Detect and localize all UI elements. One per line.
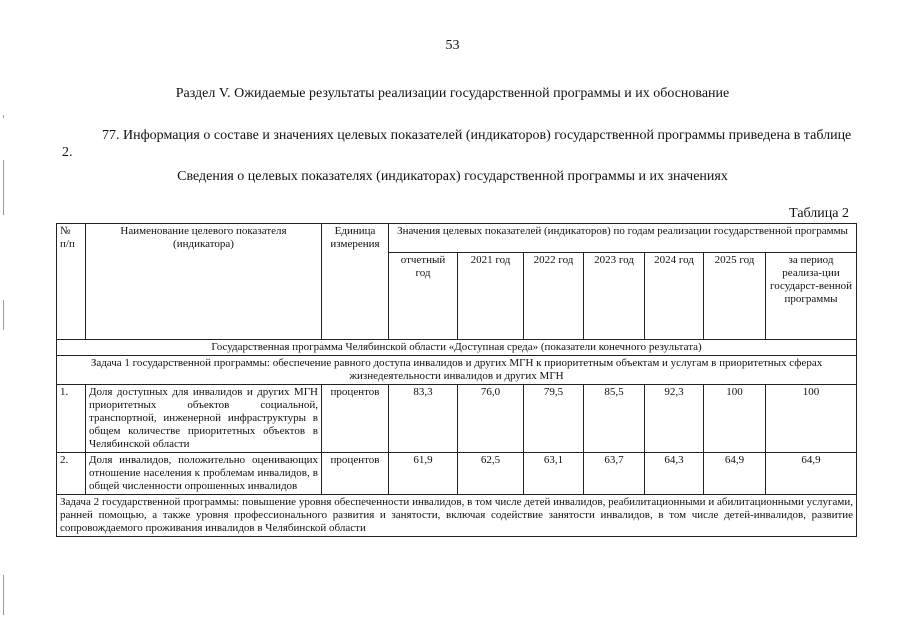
task-1: Задача 1 государственной программы: обеспечение равного доступа инвалидов и других МГН к приоритетным объектам и услугам в приоритетных сферах жизнедеятельности инвалидов и других МГН — [57, 356, 857, 385]
header-num: № п/п — [57, 224, 86, 340]
row-name: Доля инвалидов, положительно оценивающих отношение населения к проблемам инвалидов, в общей численности опрошенных инвалидов — [86, 453, 322, 495]
task-row — [57, 356, 857, 385]
task-2: Задача 2 государственной программы: повышение уровня обеспеченности инвалидов, в том числе детей инвалидов, реабилитационными и абилитационными услугами, ранней помощью, а также уровня профессионального развития и занятости, включая содействие занятости инвалидов, в том числе детей-инвалидов, развитие сопровождаемого проживания инвалидов в Челябинской области — [57, 495, 857, 537]
row-value: 61,9 — [389, 453, 458, 495]
row-value: 64,9 — [704, 453, 766, 495]
page-number: 53 — [445, 38, 460, 53]
table-caption: Таблица 2 — [789, 206, 849, 221]
row-unit: процентов — [322, 385, 389, 453]
row-value: 62,5 — [458, 453, 524, 495]
header-year: 2024 год — [645, 253, 704, 340]
program-row — [57, 340, 857, 356]
task-row — [57, 495, 857, 537]
table-heading: Сведения о целевых показателях (индикаторах) государственной программы и их значениях — [177, 169, 728, 184]
paragraph-77: 77. Информация о составе и значениях целевых показателей (индикаторов) государственной программы приведена в таблице 2. — [62, 128, 852, 160]
row-value: 63,7 — [584, 453, 645, 495]
header-unit: Единица измерения — [322, 224, 389, 340]
margin-mark — [3, 115, 4, 118]
indicators-table — [56, 223, 857, 537]
row-value: 100 — [704, 385, 766, 453]
row-value: 92,3 — [645, 385, 704, 453]
header-year: 2021 год — [458, 253, 524, 340]
row-value: 79,5 — [524, 385, 584, 453]
row-value: 63,1 — [524, 453, 584, 495]
header-values-group: Значения целевых показателей (индикаторов) по годам реализации государственной программы — [389, 224, 857, 253]
header-year: за период реализа-ции государст-венной программы — [766, 253, 857, 340]
header-row — [57, 224, 857, 253]
program-title: Государственная программа Челябинской области «Доступная среда» (показатели конечного результата) — [57, 340, 857, 356]
row-value: 83,3 — [389, 385, 458, 453]
table-row — [57, 385, 857, 453]
header-year: 2023 год — [584, 253, 645, 340]
header-name: Наименование целевого показателя (индикатора) — [86, 224, 322, 340]
row-value: 64,3 — [645, 453, 704, 495]
margin-mark — [3, 575, 4, 615]
margin-mark — [3, 300, 4, 330]
row-name: Доля доступных для инвалидов и других МГН приоритетных объектов социальной, транспортной, инженерной инфраструктуры в общем количестве приоритетных объектов в Челябинской области — [86, 385, 322, 453]
margin-mark — [3, 160, 4, 215]
row-num: 2. — [57, 453, 86, 495]
row-value: 76,0 — [458, 385, 524, 453]
row-value: 100 — [766, 385, 857, 453]
header-year: 2022 год — [524, 253, 584, 340]
row-num: 1. — [57, 385, 86, 453]
section-title: Раздел V. Ожидаемые результаты реализации государственной программы и их обоснование — [175, 86, 730, 101]
row-value: 85,5 — [584, 385, 645, 453]
header-year: отчетный год — [389, 253, 458, 340]
table-row — [57, 453, 857, 495]
header-year: 2025 год — [704, 253, 766, 340]
row-value: 64,9 — [766, 453, 857, 495]
row-unit: процентов — [322, 453, 389, 495]
